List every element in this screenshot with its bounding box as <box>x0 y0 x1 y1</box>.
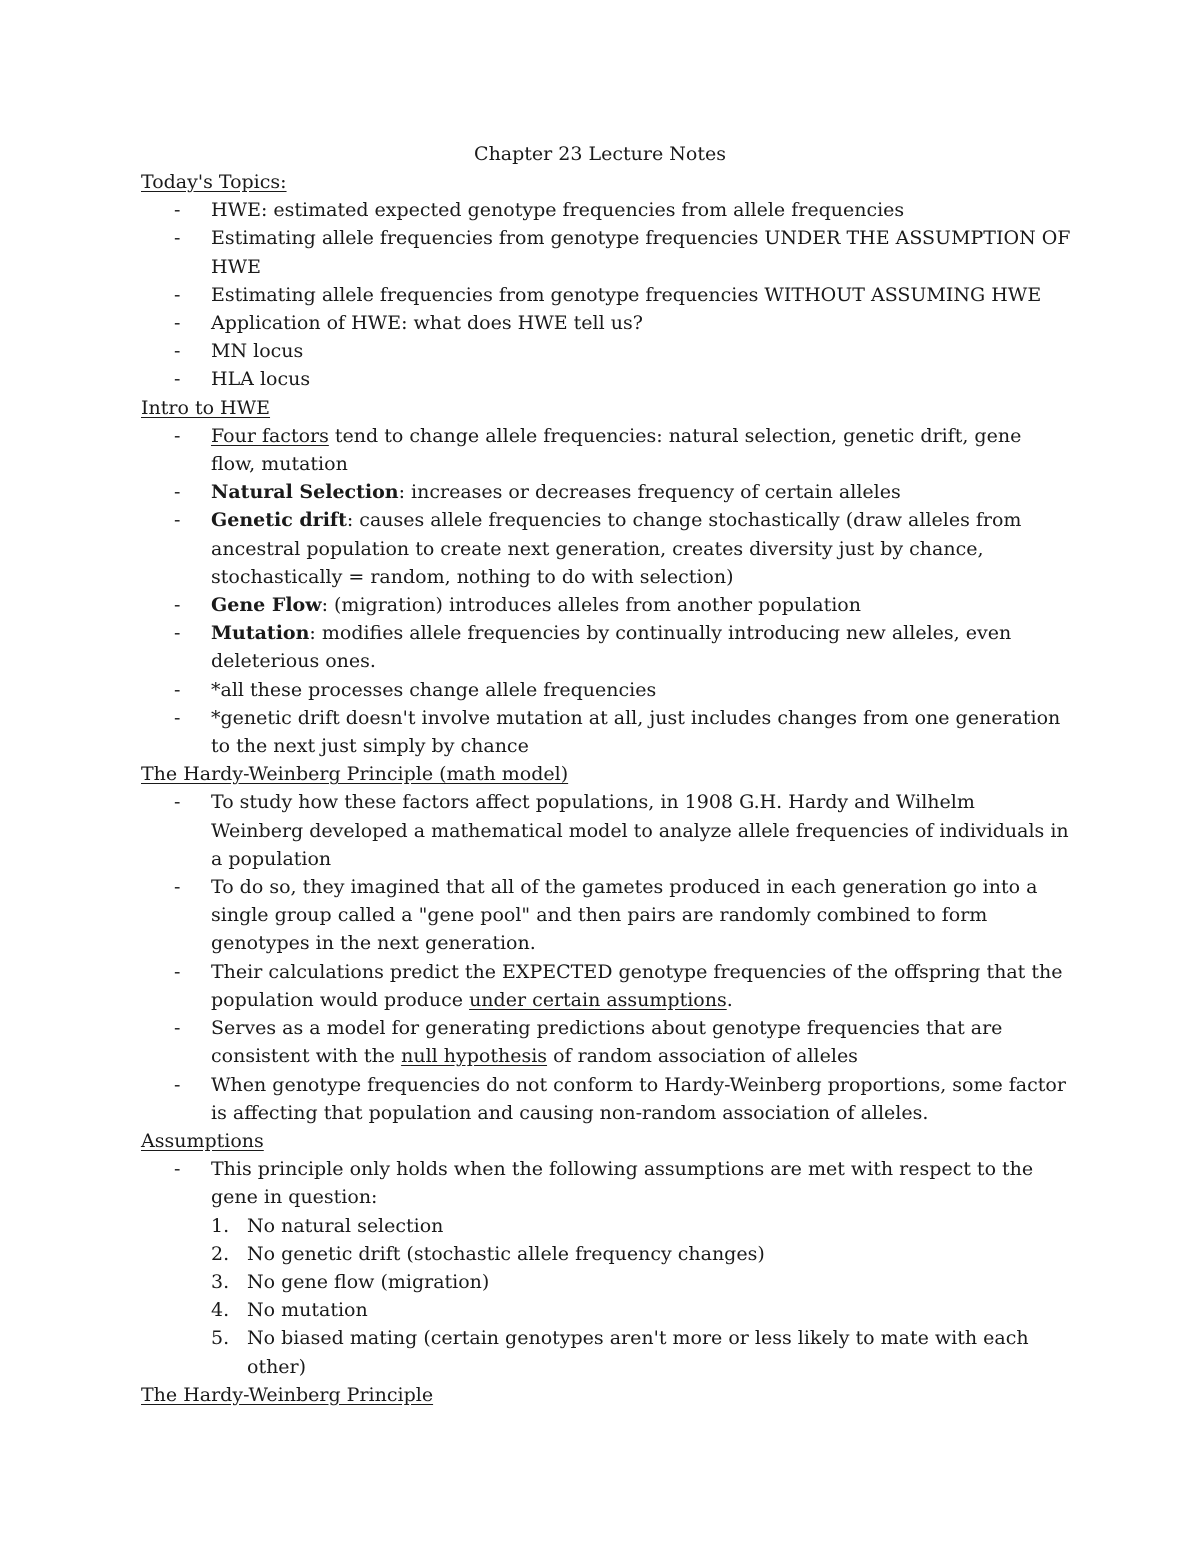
list-item <box>141 365 1071 393</box>
dash-bullet: - <box>174 481 181 504</box>
item-text: Serves as a model for generating predictions about genotype frequencies that are consistent with the <box>211 1017 1003 1068</box>
dash-bullet: - <box>174 1158 181 1181</box>
item-number: 2. <box>211 1242 230 1265</box>
numbered-item <box>141 1268 1071 1296</box>
dash-bullet: - <box>174 509 181 532</box>
intro-heading: Intro to HWE <box>141 396 271 419</box>
item-text: . <box>726 988 733 1011</box>
item-number: 4. <box>211 1299 230 1322</box>
list-item <box>141 478 1071 506</box>
topic-text: HLA locus <box>211 368 311 391</box>
item-number: 5. <box>211 1327 230 1350</box>
list-item <box>141 281 1071 309</box>
list-item <box>141 1014 1071 1070</box>
numbered-item <box>141 1240 1071 1268</box>
hwp-math-heading: The Hardy-Weinberg Principle (math model) <box>141 763 569 786</box>
item-text: : (migration) introduces alleles from another population <box>321 594 861 617</box>
bold-term: Genetic drift <box>211 509 347 532</box>
item-text: No gene flow (migration) <box>247 1270 490 1293</box>
topic-text: Estimating allele frequencies from genotype frequencies WITHOUT ASSUMING HWE <box>211 283 1042 306</box>
topics-heading: Today's Topics: <box>141 171 287 193</box>
dash-bullet: - <box>174 424 181 447</box>
item-text: This principle only holds when the following assumptions are met with respect to the gene in question: <box>211 1158 1034 1209</box>
item-text: : causes allele frequencies to change stochastically (draw alleles from ancestral population to create next generation, creates diversity just by chance, stochastically = random, nothing to do with selection) <box>211 509 1022 588</box>
numbered-item <box>141 1324 1071 1380</box>
list-item <box>141 506 1071 591</box>
list-item <box>141 619 1071 675</box>
document-title: Chapter 23 Lecture Notes <box>474 143 726 165</box>
item-text: No natural selection <box>247 1214 444 1237</box>
topic-text: HWE: estimated expected genotype frequencies from allele frequencies <box>211 199 905 222</box>
bold-term: Mutation <box>211 622 310 645</box>
bold-term: Gene Flow <box>211 594 322 617</box>
dash-bullet: - <box>174 960 181 983</box>
item-text: of random association of alleles <box>547 1045 858 1068</box>
assumptions-numbered-list <box>141 1212 1071 1381</box>
item-number: 3. <box>211 1270 230 1293</box>
numbered-item <box>141 1212 1071 1240</box>
list-item <box>141 676 1071 704</box>
item-text: To do so, they imagined that all of the gametes produced in each generation go into a single group called a "gene pool" and then pairs are randomly combined to form genotypes in the next generation. <box>211 876 1038 955</box>
item-text: No biased mating (certain genotypes aren't more or less likely to mate with each other) <box>247 1327 1029 1378</box>
item-text: When genotype frequencies do not conform to Hardy-Weinberg proportions, some factor is affecting that population and causing non-random association of alleles. <box>211 1073 1066 1124</box>
topic-text: MN locus <box>211 340 304 363</box>
item-number: 1. <box>211 1214 230 1237</box>
list-item <box>141 704 1071 760</box>
list-item <box>141 422 1071 478</box>
topic-text: Estimating allele frequencies from genotype frequencies UNDER THE ASSUMPTION OF HWE <box>211 227 1071 278</box>
underlined-term: null hypothesis <box>401 1045 548 1068</box>
topics-list <box>141 196 1071 393</box>
list-item <box>141 196 1071 224</box>
list-item <box>141 309 1071 337</box>
dash-bullet: - <box>174 622 181 645</box>
hwp-heading: The Hardy-Weinberg Principle <box>141 1383 434 1406</box>
dash-bullet: - <box>174 312 181 335</box>
dash-bullet: - <box>174 594 181 617</box>
item-text: : increases or decreases frequency of certain alleles <box>398 481 901 504</box>
document-body <box>141 168 1071 1409</box>
list-item <box>141 873 1071 958</box>
underlined-term: under certain assumptions <box>469 988 727 1011</box>
assumptions-heading: Assumptions <box>141 1129 264 1152</box>
list-item <box>141 1155 1071 1211</box>
item-text: tend to change allele frequencies: natural selection, genetic drift, gene flow, mutation <box>211 424 1022 476</box>
dash-bullet: - <box>174 227 181 250</box>
dash-bullet: - <box>174 283 181 306</box>
item-text: No genetic drift (stochastic allele frequency changes) <box>247 1242 765 1265</box>
bold-term: Natural Selection <box>211 481 399 504</box>
assumptions-list <box>141 1155 1071 1211</box>
item-text: *genetic drift doesn't involve mutation at all, just includes changes from one generation to the next just simply by chance <box>211 706 1061 758</box>
item-text: To study how these factors affect populations, in 1908 G.H. Hardy and Wilhelm Weinberg developed a mathematical model to analyze allele frequencies of individuals in a population <box>211 791 1069 870</box>
list-item <box>141 224 1071 280</box>
dash-bullet: - <box>174 340 181 363</box>
item-text: No mutation <box>247 1299 368 1322</box>
item-text: Their calculations predict the EXPECTED genotype frequencies of the offspring that the population would produce <box>211 960 1063 1011</box>
list-item <box>141 788 1071 873</box>
list-item <box>141 1071 1071 1127</box>
dash-bullet: - <box>174 678 181 701</box>
hwp-math-list <box>141 788 1071 1126</box>
intro-list <box>141 422 1071 760</box>
dash-bullet: - <box>174 706 181 729</box>
dash-bullet: - <box>174 876 181 899</box>
underlined-term: Four factors <box>211 424 329 447</box>
item-text: : modifies allele frequencies by continually introducing new alleles, even deleterious ones. <box>211 622 1012 673</box>
dash-bullet: - <box>174 1017 181 1040</box>
numbered-item <box>141 1296 1071 1324</box>
topic-text: Application of HWE: what does HWE tell us? <box>211 312 643 335</box>
list-item <box>141 958 1071 1014</box>
dash-bullet: - <box>174 199 181 222</box>
dash-bullet: - <box>174 1073 181 1096</box>
dash-bullet: - <box>174 368 181 391</box>
list-item <box>141 591 1071 619</box>
dash-bullet: - <box>174 791 181 814</box>
list-item <box>141 337 1071 365</box>
item-text: *all these processes change allele frequencies <box>211 678 657 701</box>
